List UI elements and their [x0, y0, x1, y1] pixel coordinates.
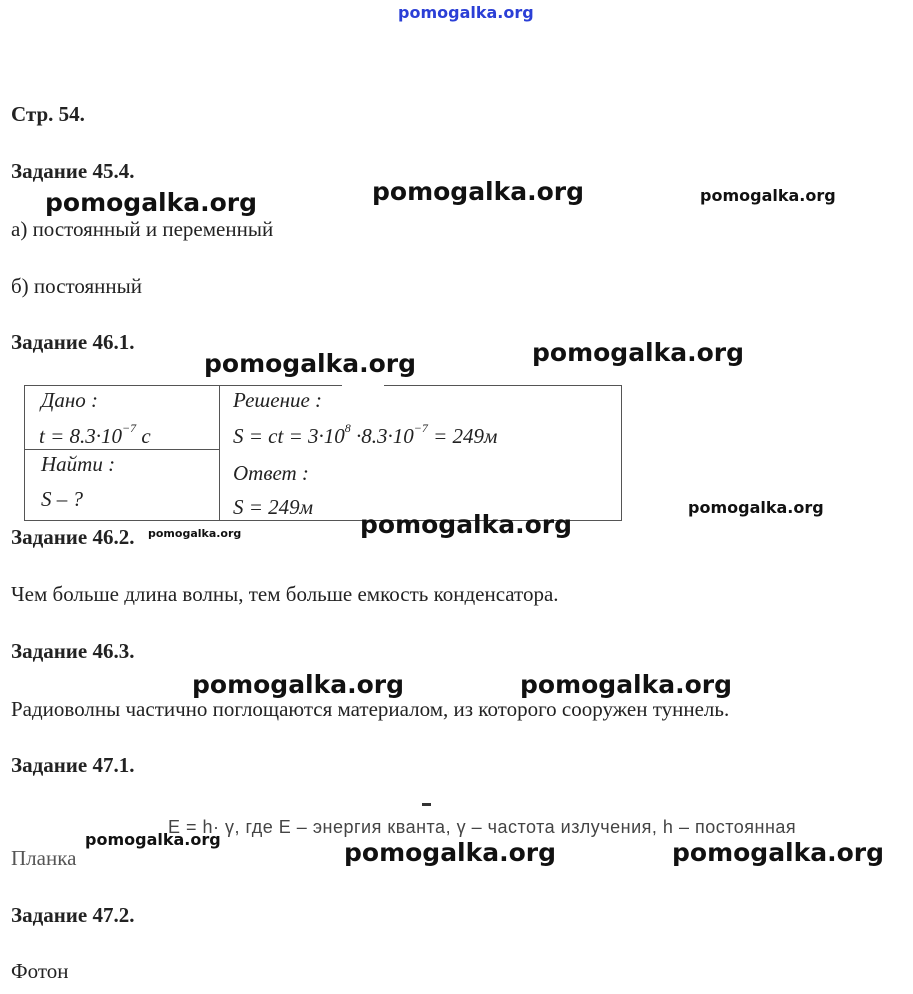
answer-text-47-2: Фотон [11, 959, 69, 983]
task-heading-46-1: Задание 46.1. [11, 330, 135, 354]
formula-line: E = h· γ, где E – энергия кванта, γ – частота излучения, h – постоянная [168, 817, 797, 837]
given-label: Дано : [41, 388, 99, 412]
solution-formula: S = ct = $3\cdot 10^8 \cdot 8.3\cdot 10^{-7} = 249м$ [233, 421, 498, 448]
watermark: pomogalka.org [148, 527, 242, 540]
answer-text-46-2: Чем больше длина волны, тем больше емкость конденсатора. [11, 582, 559, 606]
solution-label: Решение : [233, 388, 323, 412]
table-border-gap [342, 380, 384, 390]
formula-continuation: Планка [11, 846, 77, 870]
watermark: pomogalka.org [672, 838, 885, 867]
watermark: pomogalka.org [700, 186, 836, 205]
page-label: Стр. 54. [11, 102, 85, 126]
watermark: pomogalka.org [344, 838, 557, 867]
find-value: S – ? [41, 487, 83, 511]
answer-label: Ответ : [233, 461, 309, 485]
answer-line-a: а) постоянный и переменный [11, 217, 274, 241]
solution-table [24, 385, 622, 521]
find-label: Найти : [41, 452, 116, 476]
task-heading-46-3: Задание 46.3. [11, 639, 135, 663]
task-heading-45-4: Задание 45.4. [11, 159, 135, 183]
watermark: pomogalka.org [688, 498, 824, 517]
table-divider-horizontal [25, 449, 220, 450]
watermark: pomogalka.org [85, 830, 221, 849]
watermark: pomogalka.org [192, 670, 405, 699]
table-divider-vertical [219, 386, 220, 520]
watermark-top: pomogalka.org [398, 3, 534, 22]
stray-dash-mark [422, 803, 431, 806]
task-heading-47-2: Задание 47.2. [11, 903, 135, 927]
task-heading-46-2: Задание 46.2. [11, 525, 135, 549]
task-heading-47-1: Задание 47.1. [11, 753, 135, 777]
answer-text-46-3: Радиоволны частично поглощаются материалом, из которого сооружен туннель. [11, 697, 730, 721]
watermark: pomogalka.org [360, 510, 573, 539]
answer-value: S = 249м [233, 495, 314, 519]
watermark: pomogalka.org [45, 188, 258, 217]
answer-line-b: б) постоянный [11, 274, 142, 298]
watermark: pomogalka.org [204, 349, 417, 378]
watermark: pomogalka.org [372, 177, 585, 206]
watermark: pomogalka.org [520, 670, 733, 699]
watermark: pomogalka.org [532, 338, 745, 367]
given-value: $t = 8.3\cdot 10^{-7}$ с [39, 421, 151, 448]
